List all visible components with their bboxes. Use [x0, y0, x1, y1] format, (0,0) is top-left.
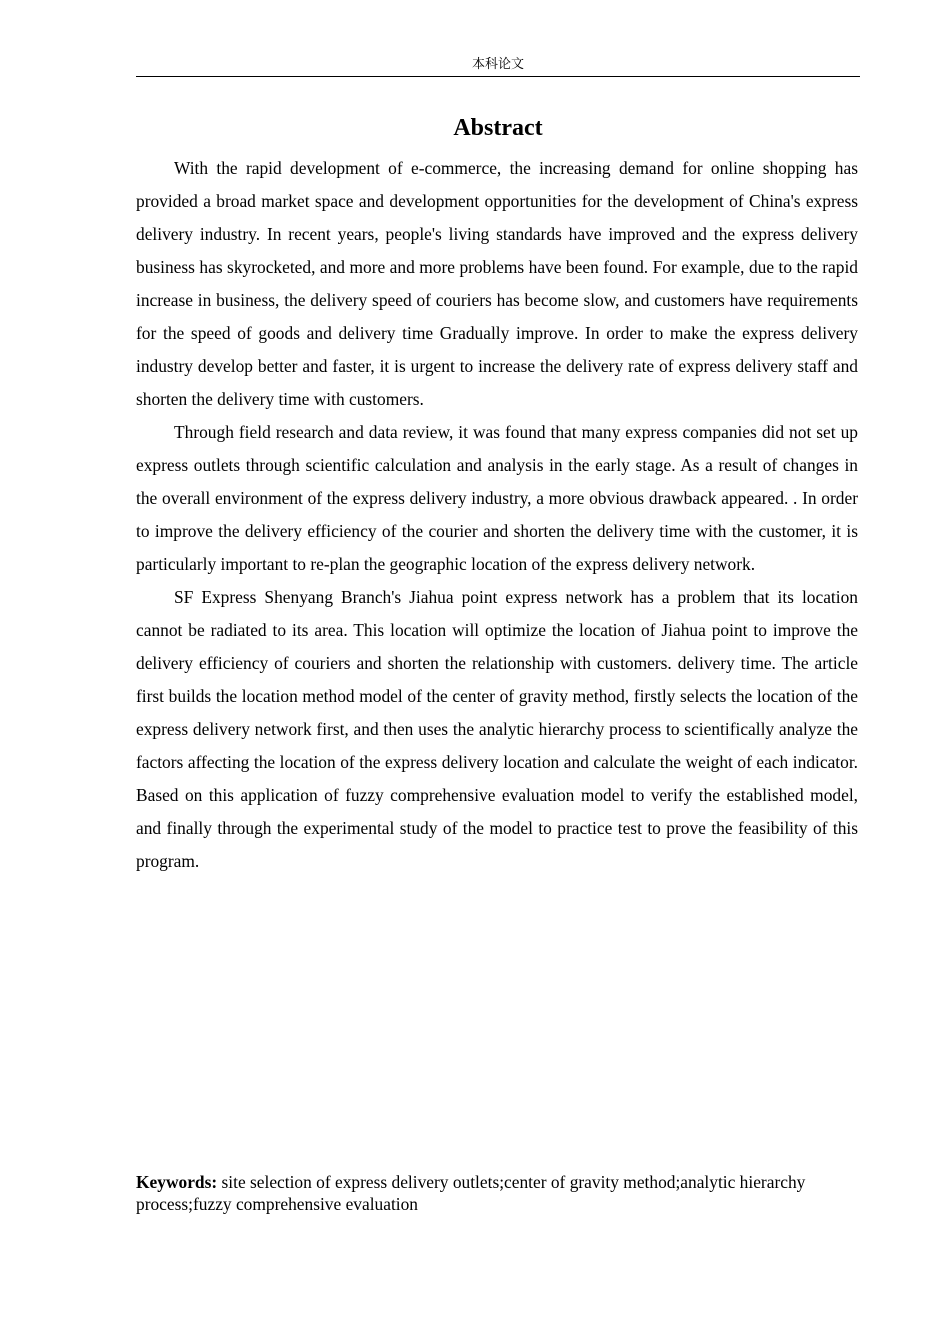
abstract-paragraph-3: SF Express Shenyang Branch's Jiahua point express network has a problem that its location cannot be radiated to its area. This location will optimize the location of Jiahua point to improve the delivery efficiency of couriers and shorten the relationship with customers. delivery time. The article first builds the location method model of the center of gravity method, firstly selects the location of the express delivery network first, and then uses the analytic hierarchy process to scientifically analyze the factors affecting the location of the express delivery location and calculate the weight of each indicator. Based on this application of fuzzy comprehensive evaluation model to verify the established model, and finally through the experimental study of the model to practice test to prove the feasibility of this program. [136, 587, 858, 871]
page-header: 本科论文 [471, 57, 524, 72]
header-rule [136, 76, 860, 77]
abstract-paragraph-2: Through field research and data review, it was found that many express companies did not set up express outlets through scientific calculation and analysis in the early stage. As a result of changes in the overall environment of the express delivery industry, a more obvious drawback appeared. . In order to improve the delivery efficiency of the courier and shorten the delivery time with the customer, it is particularly important to re-plan the geographic location of the express delivery network. [136, 422, 858, 574]
keywords-text: site selection of express delivery outlets;center of gravity method;analytic hierarchy process;fuzzy comprehensive evaluation [136, 1172, 806, 1214]
page-title: Abstract [453, 115, 543, 141]
keywords-section [136, 1171, 826, 1215]
abstract-paragraph-1: With the rapid development of e-commerce, the increasing demand for online shopping has provided a broad market space and development opportunities for the development of China's express delivery industry. In recent years, people's living standards have improved and the express delivery business has skyrocketed, and more and more problems have been found. For example, due to the rapid increase in business, the delivery speed of couriers has become slow, and customers have requirements for the speed of goods and delivery time Gradually improve. In order to make the express delivery industry develop better and faster, it is urgent to increase the delivery rate of express delivery staff and shorten the delivery time with customers. [136, 158, 858, 409]
keywords-label: Keywords: [136, 1172, 218, 1192]
abstract-body [136, 152, 858, 878]
